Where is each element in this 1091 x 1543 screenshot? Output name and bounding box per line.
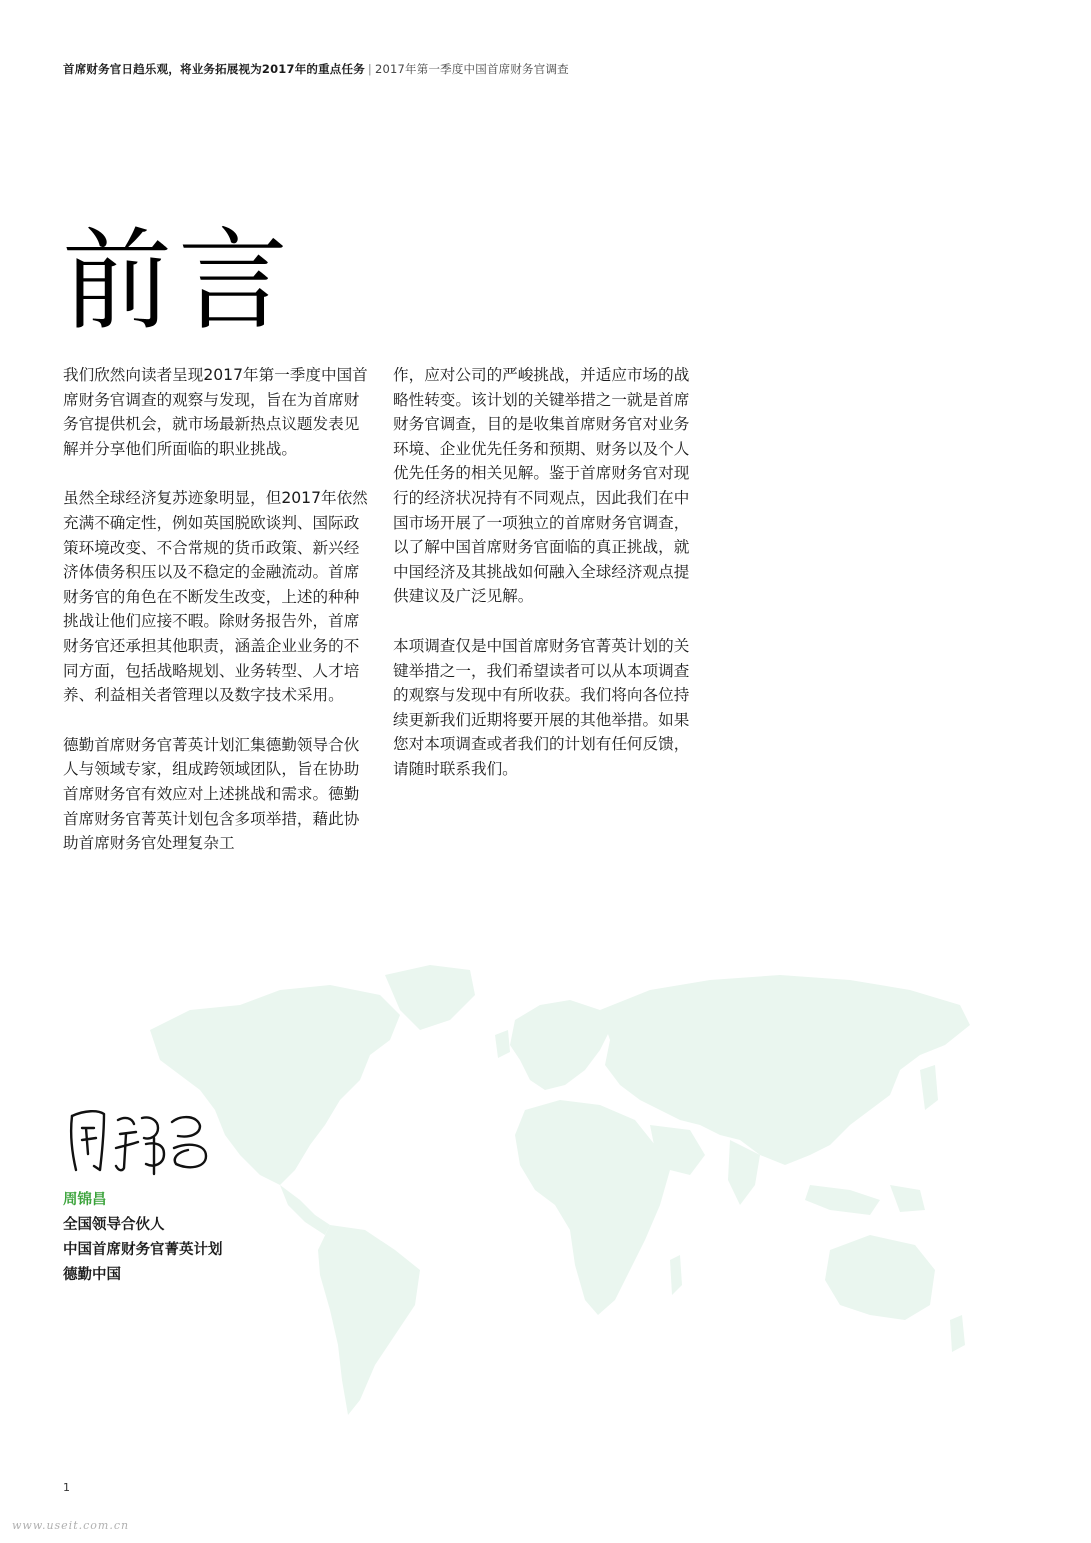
body-column-left [63, 363, 368, 881]
running-header [63, 61, 569, 77]
signatory-name: 周锦昌 [63, 1192, 107, 1208]
paragraph: 本项调查仅是中国首席财务官菁英计划的关键举措之一，我们希望读者可以从本项调查的观察与发现中有所收获。我们将向各位持续更新我们近期将要开展的其他举措。如果您对本项调查或者我们的计划有任何反馈，请随时联系我们。 [393, 636, 690, 778]
header-separator: | [367, 62, 372, 76]
paragraph: 虽然全球经济复苏迹象明显，但2017年依然充满不确定性，例如英国脱欧谈判、国际政策环境改变、不合常规的货币政策、新兴经济体债务积压以及不稳定的金融流动。首席财务官的角色在不断发生改变，上述的种种挑战让他们应接不暇。除财务报告外，首席财务官还承担其他职责，涵盖企业业务的不同方面，包括战略规划、业务转型、人才培养、利益相关者管理以及数字技术采用。 [63, 489, 368, 705]
paragraph: 德勤首席财务官菁英计划汇集德勤领导合伙人与领域专家，组成跨领域团队，旨在协助首席财务官有效应对上述挑战和需求。德勤首席财务官菁英计划包含多项举措，藉此协助首席财务官处理复杂工 [63, 735, 360, 853]
paragraph: 我们欣然向读者呈现2017年第一季度中国首席财务官调查的观察与发现，旨在为首席财务官提供机会，就市场最新热点议题发表见解并分享他们所面临的职业挑战。 [63, 366, 368, 458]
signatory-title: 全国领导合伙人 [63, 1217, 165, 1233]
signature-block [63, 1188, 223, 1288]
world-map-icon [130, 960, 980, 1430]
watermark: www.useit.com.cn [12, 1519, 130, 1532]
page-title: 前言 [62, 217, 294, 345]
header-title: 首席财务官日趋乐观，将业务拓展视为2017年的重点任务 [63, 62, 365, 76]
signatory-organization: 德勤中国 [63, 1267, 121, 1283]
handwritten-signature-icon [60, 1098, 220, 1188]
page-number: 1 [63, 1481, 70, 1494]
header-subtitle: 2017年第一季度中国首席财务官调查 [374, 62, 569, 76]
paragraph: 作，应对公司的严峻挑战，并适应市场的战略性转变。该计划的关键举措之一就是首席财务官调查，目的是收集首席财务官对业务环境、企业优先任务和预期、财务以及个人优先任务的相关见解。鉴于首席财务官对现行的经济状况持有不同观点，因此我们在中国市场开展了一项独立的首席财务官调查，以了解中国首席财务官面临的真正挑战，就中国经济及其挑战如何融入全球经济观点提供建议及广泛见解。 [393, 366, 690, 606]
signatory-program: 中国首席财务官菁英计划 [63, 1242, 223, 1258]
body-column-right [393, 363, 698, 807]
